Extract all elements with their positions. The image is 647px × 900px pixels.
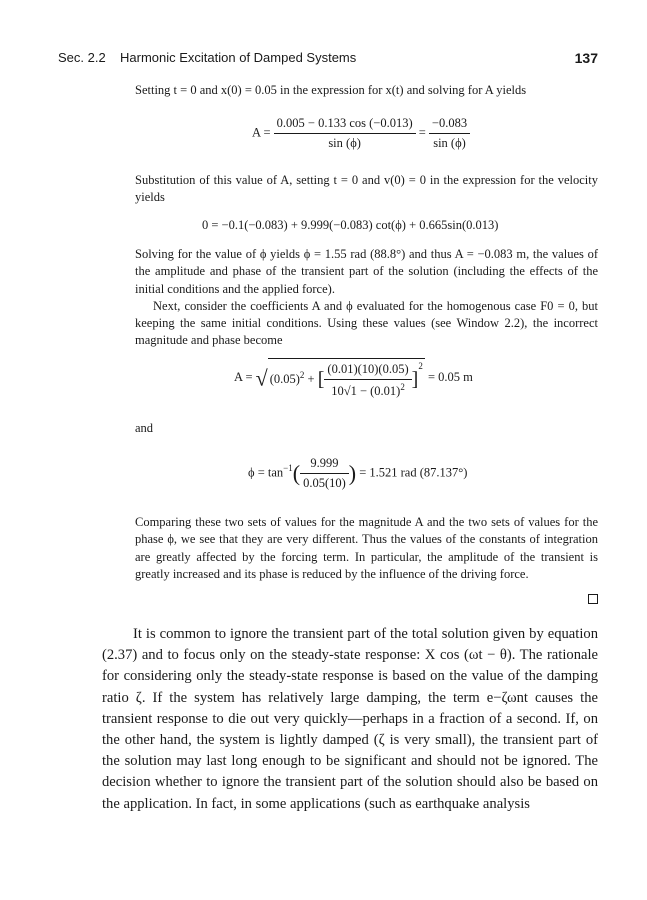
running-header xyxy=(58,50,598,66)
equation-incorrect-amplitude: A = √ $(0.05)^2$ + [ $\frac{(0.01)(10)(0.05)}{10√1 - (0.01)^2}$ ]$^2$ = 0.05 m xyxy=(234,358,473,399)
example-para-5: Comparing these two sets of values for the magnitude A and the two sets of values for the phase ϕ, we see that they are very different. Thus the values of the constants of integration are greatly affected by the forcing term. In particular, the amplitude of the transient is greatly increased and its phase is reduced by the influence of the driving force. xyxy=(135,515,598,581)
end-of-example-box xyxy=(588,594,598,604)
example-para-3: Solving for the value of ϕ yields ϕ = 1.55 rad (88.8°) and thus A = −0.083 m, the values of the amplitude and phase of the transient part of the solution (including the effects of the initial conditions and the applied force). Next, consider the coefficients A and ϕ evaluated for the homogenous case F0 = 0, but keeping the same initial conditions. Using these values (see Window 2.2), the incorrect magnitude and phase become xyxy=(135,246,598,350)
main-body-text: It is common to ignore the transient part of the total solution given by equation (2.37) and to focus only on the steady-state response: X cos (ωt − θ). The rationale for considering only the steady-state response is based on the value of the damping ratio ζ. If the system has relatively large damping, the term e−ζωnt causes the transient response to die out very quickly—perhaps in a fraction of a second. If, on the other hand, the system is lightly damped (ζ is very small), the transient part of the solution may last long enough to be significant and should not be ignored. The decision whether to ignore the transient part of the solution should also be based on the application. In fact, in some applications (such as earthquake analysis xyxy=(102,626,598,812)
chapter-title: Harmonic Excitation of Damped Systems xyxy=(120,50,357,65)
equation-velocity: 0 = −0.1(−0.083) + 9.999(−0.083) cot(ϕ) + 0.665sin(0.013) xyxy=(202,218,499,232)
fraction-1: $\frac{0.005 - 0.133 \cos (-0.013)}{\sin (\phi)}$ xyxy=(274,116,416,151)
example-para-2: Substitution of this value of A, setting t = 0 and v(0) = 0 in the expression for the velocity yields xyxy=(135,173,598,205)
page-number: 137 xyxy=(574,50,598,66)
example-para-1: Setting t = 0 and x(0) = 0.05 in the expression for x(t) and solving for A yields xyxy=(135,83,527,97)
fraction-2: $\frac{-0.083}{\sin (\phi)}$ xyxy=(429,116,470,151)
section-label: Sec. 2.2 xyxy=(58,50,106,65)
example-para-4: Next, consider the coefficients A and ϕ evaluated for the homogenous case F0 = 0, but keeping the same initial conditions. Using these values (see Window 2.2), the incorrect magnitude and phase become xyxy=(135,298,598,348)
equation-amplitude: A = $\frac{0.005 - 0.133 \cos (-0.013)}{\sin (\phi)}$ = $\frac{-0.083}{\sin (\phi)}$ xyxy=(252,116,470,151)
and-text: and xyxy=(135,421,154,435)
equation-incorrect-phase: $\phi = \tan^{-1}$( $\frac{9.999}{0.05(10)}$ ) = 1.521 rad (87.137°) xyxy=(248,456,468,490)
